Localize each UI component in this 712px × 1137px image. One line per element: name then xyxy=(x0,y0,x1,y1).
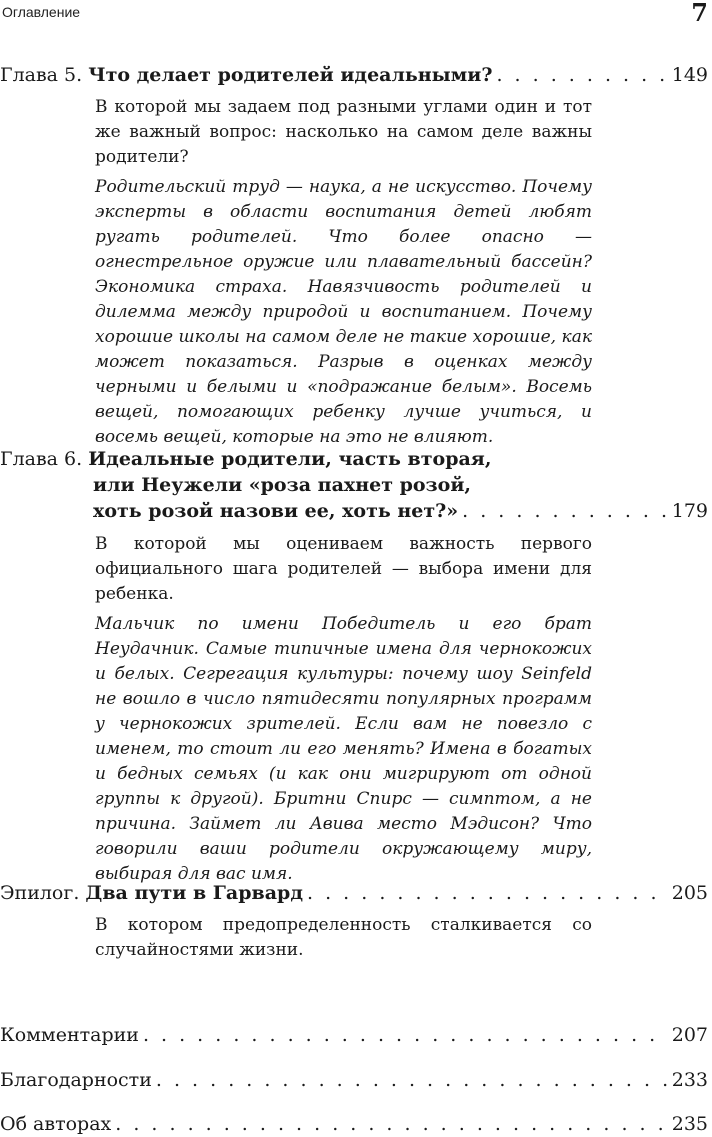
entry-page: 233 xyxy=(671,1069,708,1091)
chapter-description: В которой мы задаем под разными углами один и тот же важный вопрос: насколько на самом деле важны родители? xyxy=(95,97,592,167)
toc-entry-acknowledgements[interactable] xyxy=(0,1067,708,1093)
chapter-title: Что делает родителей идеальными? xyxy=(88,64,493,86)
running-head: Оглавление xyxy=(2,4,81,20)
chapter-topics: Родительский труд — наука, а не искусство. Почему эксперты в области воспитания детей любят ругать родителей. Что более опасно — огнестрельное оружие или плавательный бассейн? Экономика страха. Навязчивость родителей и дилемма между природой и воспитанием. Почему хорошие школы на самом деле не такие хорошие, как может показаться. Разрыв в оценках между черными и белыми и «подражание белым». Восемь вещей, помогающих ребенку лучше учиться, и восемь вещей, которые на это не влияют. xyxy=(95,177,592,447)
dot-leader xyxy=(496,62,667,88)
toc-entry-about-authors[interactable] xyxy=(0,1111,708,1137)
toc-entry-chapter-5[interactable] xyxy=(0,62,708,88)
dot-leader xyxy=(143,1022,668,1048)
page-header xyxy=(0,0,712,30)
toc-entry-epilogue[interactable] xyxy=(0,880,708,906)
chapter-title-line-1: Идеальные родители, часть вторая, xyxy=(88,448,492,470)
chapter-title-line-2: или Неужели «роза пахнет розой, xyxy=(93,474,472,496)
epilogue-label: Эпилог. xyxy=(0,882,80,904)
chapter-label: Глава 6. xyxy=(0,448,83,470)
epilogue-title: Два пути в Гарвард xyxy=(85,882,303,904)
dot-leader xyxy=(307,880,668,906)
entry-page: 235 xyxy=(671,1113,708,1135)
chapter-page: 149 xyxy=(671,64,708,86)
chapter-label: Глава 5. xyxy=(0,64,83,86)
chapter-page: 179 xyxy=(671,500,708,522)
entry-label: Благодарности xyxy=(0,1069,152,1091)
toc-entry-comments[interactable] xyxy=(0,1022,708,1048)
dot-leader xyxy=(462,498,668,524)
entry-label: Об авторах xyxy=(0,1113,112,1135)
toc-entry-chapter-6[interactable] xyxy=(0,446,708,472)
toc-entry-chapter-6-page-line[interactable] xyxy=(93,498,708,524)
chapter-topics: Мальчик по имени Победитель и его брат Неудачник. Самые типичные имена для чернокожих и белых. Сегрегация культуры: почему шоу Seinfeld не вошло в число пятидесяти популярных программ у чернокожих зрителей. Если вам не повезло с именем, то стоит ли его менять? Имена в богатых и бедных семьях (и как они мигрируют от одной группы к другой). Бритни Спирс — симптом, а не причина. Займет ли Авива место Мэдисон? Что говорили ваши родители окружающему миру, выбирая для вас имя. xyxy=(95,614,592,884)
dot-leader xyxy=(156,1067,668,1093)
chapter-description: В которой мы оцениваем важность первого официального шага родителей — выбора имени для ребенка. xyxy=(95,534,592,604)
epilogue-description: В котором предопределенность сталкивается со случайностями жизни. xyxy=(95,915,592,960)
page-number: 7 xyxy=(691,0,708,27)
chapter-title-line-3: хоть розой назови ее, хоть нет?» xyxy=(93,500,459,522)
dot-leader xyxy=(115,1111,667,1137)
entry-page: 207 xyxy=(671,1024,708,1046)
epilogue-page: 205 xyxy=(671,882,708,904)
entry-label: Комментарии xyxy=(0,1024,139,1046)
